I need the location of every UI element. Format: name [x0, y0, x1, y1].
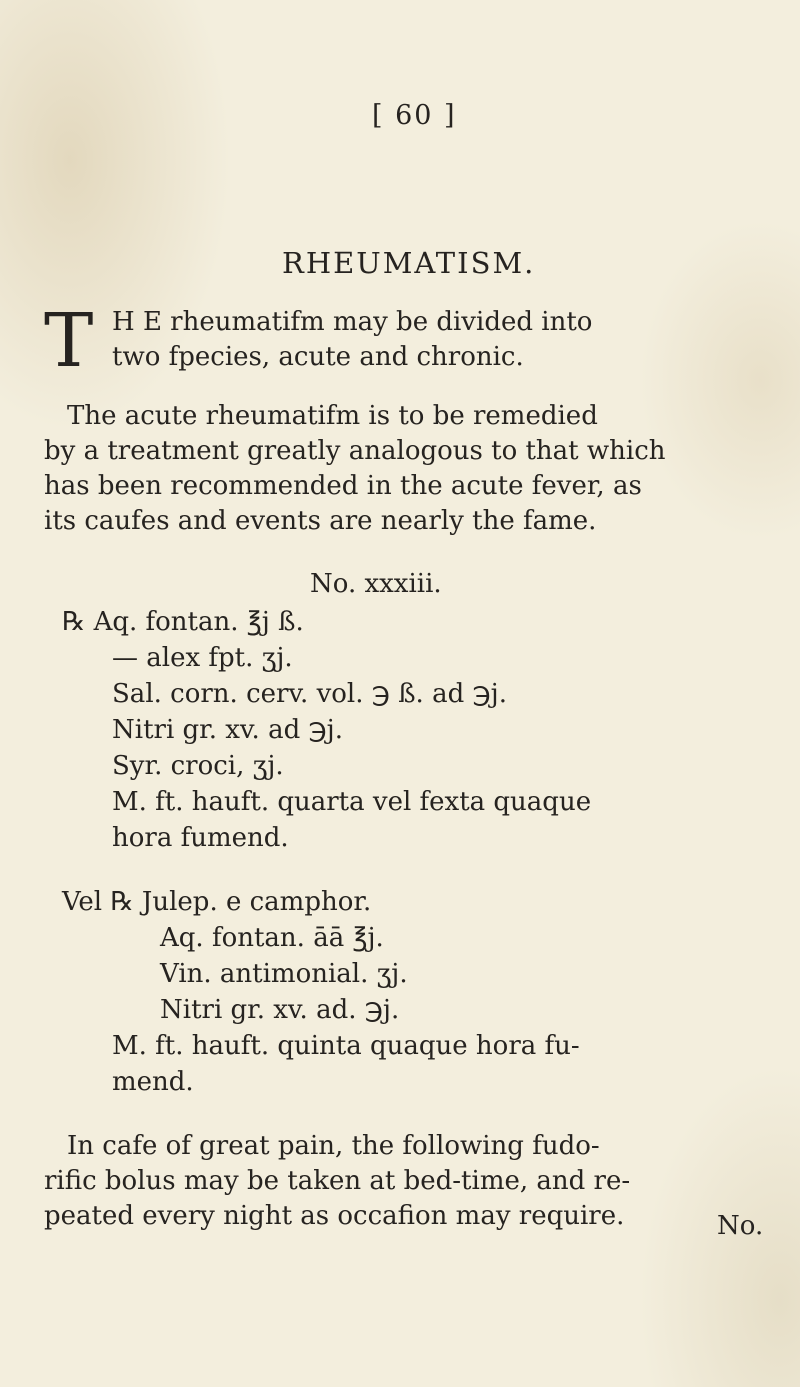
paragraph-line: In cafe of great pain, the following fudo-	[67, 1131, 600, 1161]
prescription-line: Syr. croci, ʒj.	[112, 751, 284, 781]
prescription-line: Sal. corn. cerv. vol. ℈ ß. ad ℈j.	[112, 679, 507, 709]
prescription-line: ℞ Aq. fontan. ℥j ß.	[62, 607, 304, 637]
paragraph-line: The acute rheumatifm is to be remedied	[67, 401, 598, 431]
prescription-line: Aq. fontan. āā ℥j.	[160, 923, 384, 953]
prescription-line: Vin. antimonial. ʒj.	[160, 959, 408, 989]
chapter-title: RHEUMATISM.	[282, 246, 536, 280]
page-number: [ 60 ]	[372, 100, 457, 131]
prescription-line: — alex fpt. ʒj.	[112, 643, 293, 673]
prescription-line: mend.	[112, 1067, 194, 1097]
paragraph-line: rific bolus may be taken at bed-time, and re-	[44, 1166, 631, 1196]
paragraph-line: its caufes and events are nearly the fame.	[44, 506, 597, 536]
intro-line: H E rheumatifm may be divided into	[112, 307, 593, 337]
prescription-number: No. xxxiii.	[310, 569, 442, 599]
drop-cap: T	[44, 298, 94, 384]
catchword: No.	[717, 1211, 764, 1241]
prescription-line: Vel ℞ Julep. e camphor.	[62, 887, 372, 917]
prescription-line: hora fumend.	[112, 823, 289, 853]
paragraph-line: by a treatment greatly analogous to that which	[44, 436, 666, 466]
prescription-line: M. ft. hauft. quinta quaque hora fu-	[112, 1031, 580, 1061]
prescription-line: M. ft. hauft. quarta vel fexta quaque	[112, 787, 592, 817]
intro-line: two fpecies, acute and chronic.	[112, 342, 524, 372]
prescription-line: Nitri gr. xv. ad. ℈j.	[160, 995, 400, 1025]
paragraph-line: peated every night as occafion may require.	[44, 1201, 625, 1231]
prescription-line: Nitri gr. xv. ad ℈j.	[112, 715, 343, 745]
paragraph-line: has been recommended in the acute fever, as	[44, 471, 642, 501]
